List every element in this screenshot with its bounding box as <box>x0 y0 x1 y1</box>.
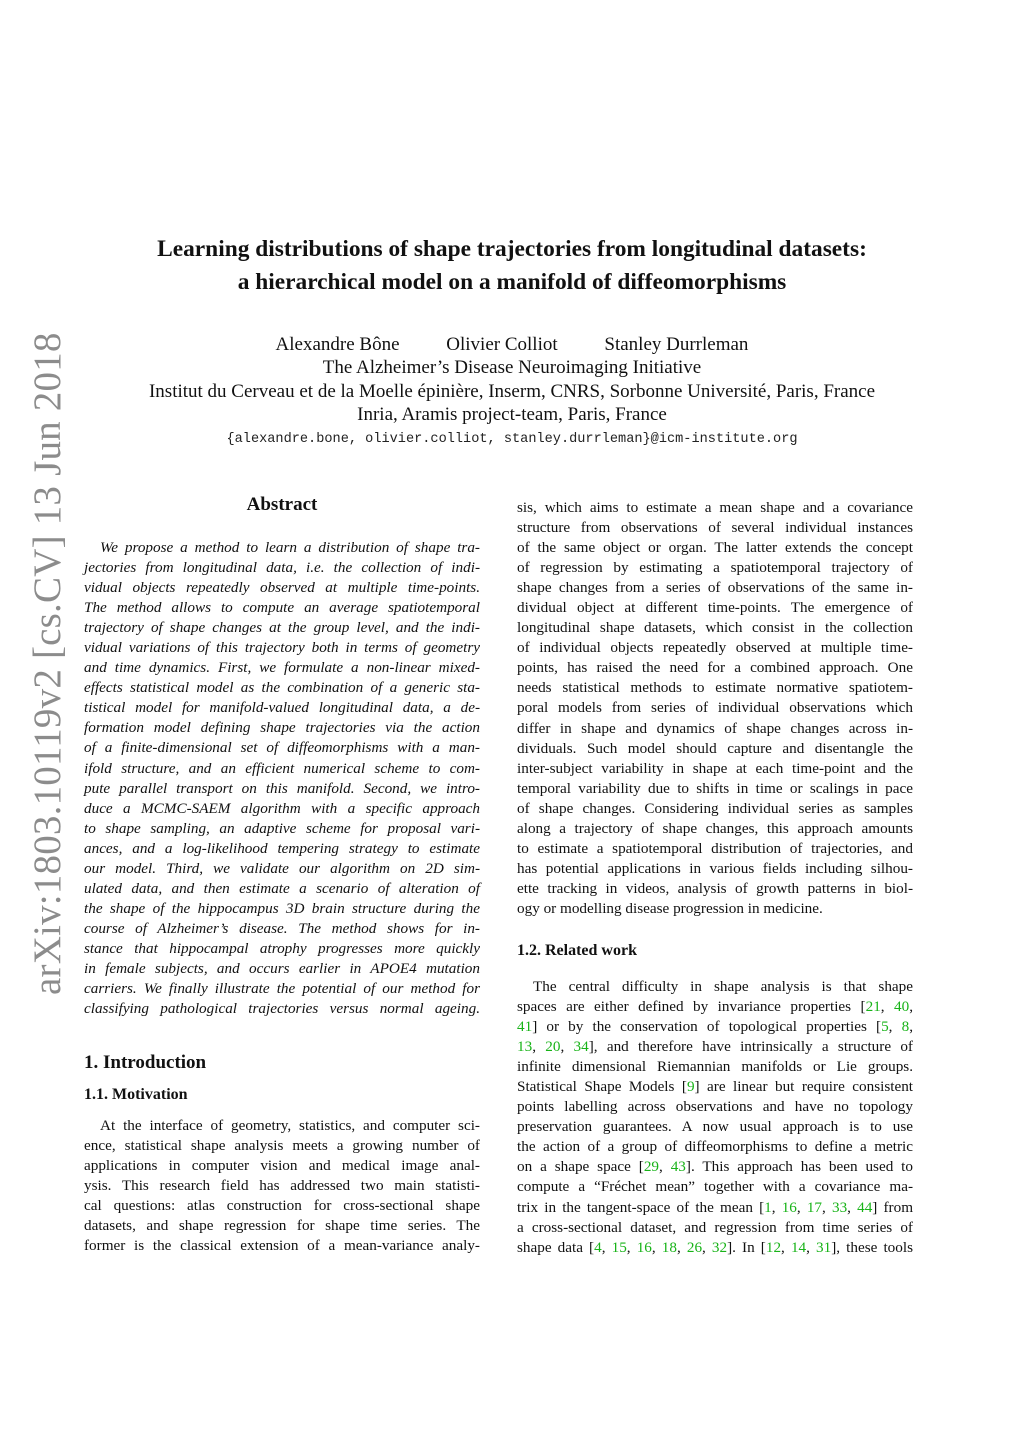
citation-link[interactable]: 32 <box>711 1238 728 1256</box>
citation-link[interactable]: 33 <box>831 1198 848 1216</box>
text-line: poral models from series of individual observations which <box>517 699 913 717</box>
text-line: a cross-sectional dataset, and regression from time series of <box>517 1218 913 1236</box>
text-line: formation model defining shape trajectories via the action <box>84 719 480 737</box>
text-line: We propose a method to learn a distribution of shape tra- <box>100 539 480 556</box>
subsection-heading-motivation: 1.1. Motivation <box>84 1086 188 1103</box>
text-line: 41] or by the conservation of topological properties [5, 8, <box>517 1018 913 1036</box>
text-line: ence, statistical shape analysis meets a growing number of <box>84 1137 480 1155</box>
text-line: to estimate a spatiotemporal distribution of trajectories, and <box>517 839 913 857</box>
text-line: course of Alzheimer’s disease. The method shows for in- <box>84 919 480 937</box>
text-line: ysis. This research field has addressed two main statisti- <box>84 1177 480 1195</box>
title-line: Learning distributions of shape trajectories from longitudinal datasets: <box>157 236 867 262</box>
text-line: our model. Third, we validate our algorithm on 2D sim- <box>84 859 480 877</box>
text-line: At the interface of geometry, statistics, and computer sci- <box>100 1117 480 1134</box>
citation-link[interactable]: 44 <box>857 1198 873 1216</box>
text-line: differ in shape and dynamics of shape changes across in- <box>517 719 913 737</box>
text-line: effects statistical model as the combination of a generic sta- <box>84 679 480 697</box>
paper-title <box>80 233 944 299</box>
citation-link[interactable]: 34 <box>573 1038 589 1056</box>
text-line: has potential applications in various fields including silhou- <box>517 859 913 877</box>
text-line: points labelling across observations and have no topology <box>517 1098 913 1116</box>
citation-link[interactable]: 18 <box>661 1238 677 1256</box>
text-line: The central difficulty in shape analysis is that shape <box>533 978 913 995</box>
author-list <box>80 333 944 357</box>
text-line: ette tracking in videos, analysis of growth patterns in biol- <box>517 879 913 897</box>
citation-link[interactable]: 9 <box>686 1078 695 1096</box>
text-line: former is the classical extension of a mean-variance analy- <box>84 1237 480 1255</box>
affiliation: The Alzheimer’s Disease Neuroimaging Initiative <box>322 357 702 378</box>
text-line: ogy or modelling disease progression in medicine. <box>517 899 823 917</box>
citation-link[interactable]: 8 <box>901 1018 910 1036</box>
text-line: stance that hippocampal atrophy progresses more quickly <box>84 939 480 957</box>
affiliation: Inria, Aramis project-team, Paris, France <box>357 404 667 425</box>
citation-link[interactable]: 40 <box>894 998 910 1016</box>
text-line: points, has raised the need for a combined approach. One <box>517 659 913 677</box>
introduction-paragraph <box>84 1116 480 1256</box>
text-line: shape changes from a series of observations of the same in- <box>517 579 913 597</box>
related-work-paragraph <box>517 977 913 1258</box>
text-line: in female subjects, and occurs earlier in APOE4 mutation <box>84 959 480 977</box>
text-line: to shape sampling, an adaptive scheme for proposal vari- <box>84 819 480 837</box>
text-line: of shape changes. Considering individual series as samples <box>517 799 913 817</box>
text-line: of regression by estimating a spatiotemporal trajectory of <box>517 559 913 577</box>
text-line: carriers. We finally illustrate the potential of our method for <box>84 980 480 998</box>
citation-link[interactable]: 12 <box>765 1238 782 1256</box>
text-line: infinite dimensional Riemannian manifolds or Lie groups. <box>517 1058 913 1076</box>
text-line: compute a “Fréchet mean” together with a covariance ma- <box>517 1178 913 1196</box>
text-line: cal questions: atlas construction for cross-sectional shape <box>84 1197 480 1215</box>
text-line: the shape of the hippocampus 3D brain structure during the <box>84 899 480 917</box>
citation-link[interactable]: 43 <box>670 1158 686 1176</box>
text-line: ulated data, and then estimate a scenario of alteration of <box>84 879 480 897</box>
text-line: datasets, and shape regression for shape time series. The <box>84 1217 480 1235</box>
text-line: ifold structure, and an efficient numerical scheme to com- <box>84 759 480 777</box>
text-line: inter-subject variability in shape at each time-point and the <box>517 759 913 777</box>
arxiv-identifier: arXiv:1803.10119v2 [cs.CV] 13 Jun 2018 <box>26 332 69 995</box>
text-line: pute parallel transport on this manifold. Second, we intro- <box>84 779 480 797</box>
citation-link[interactable]: 4 <box>594 1238 602 1256</box>
text-line: jectories from longitudinal data, i.e. the collection of indi- <box>84 559 480 577</box>
text-line: of a finite-dimensional set of diffeomorphisms with a man- <box>84 739 480 757</box>
text-line: classifying pathological trajectories versus normal ageing. <box>84 1000 480 1018</box>
text-line: applications in computer vision and medical image anal- <box>84 1157 480 1175</box>
text-line: shape data [4, 15, 16, 18, 26, 32]. In [12, 14, 31], these tools <box>517 1238 913 1256</box>
text-line: of individual objects repeatedly observed at multiple time- <box>517 639 913 657</box>
citation-link[interactable]: 16 <box>636 1238 652 1256</box>
text-line: needs statistical methods to estimate normative spatiotem- <box>517 679 913 697</box>
text-line: trix in the tangent-space of the mean [1, 16, 17, 33, 44] from <box>517 1198 914 1216</box>
text-line: dividuals. Such model should capture and disentangle the <box>517 739 913 757</box>
citation-link[interactable]: 13 <box>517 1038 533 1056</box>
title-line: a hierarchical model on a manifold of diffeomorphisms <box>237 269 787 295</box>
text-line: along a trajectory of shape changes, this approach amounts <box>517 819 913 837</box>
author-name: Olivier Colliot <box>446 334 558 355</box>
text-line: vidual objects repeatedly observed at multiple time-points. <box>84 579 480 597</box>
text-line: Statistical Shape Models [9] are linear but require consistent <box>517 1078 914 1096</box>
text-line: the action of a group of diffeomorphisms to define a metric <box>517 1138 913 1156</box>
citation-link[interactable]: 31 <box>816 1238 832 1256</box>
text-line: dividual object at different time-points. The emergence of <box>517 599 913 617</box>
text-line: The method allows to compute an average spatiotemporal <box>84 599 480 617</box>
text-line: temporal variability due to shifts in time or scalings in pace <box>517 779 913 797</box>
abstract-heading: Abstract <box>246 494 318 515</box>
citation-link[interactable]: 17 <box>806 1198 823 1216</box>
citation-link[interactable]: 16 <box>781 1198 797 1216</box>
citation-link[interactable]: 41 <box>517 1018 533 1036</box>
citation-link[interactable]: 26 <box>686 1238 703 1256</box>
author-emails: {alexandre.bone, olivier.colliot, stanley.durrleman}@icm-institute.org <box>226 432 798 447</box>
citation-link[interactable]: 5 <box>881 1018 889 1036</box>
text-line: longitudinal shape datasets, which consist in the collection <box>517 619 913 637</box>
affiliation: Institut du Cerveau et de la Moelle épinière, Inserm, CNRS, Sorbonne Université, Paris, France <box>148 381 876 402</box>
citation-link[interactable]: 29 <box>643 1158 660 1176</box>
subsection-heading-related-work: 1.2. Related work <box>517 942 637 959</box>
citation-link[interactable]: 14 <box>790 1238 807 1256</box>
text-line: tistical model for manifold-valued longitudinal data, a de- <box>84 699 480 717</box>
abstract-body <box>84 538 480 1019</box>
citation-link[interactable]: 20 <box>545 1038 561 1056</box>
text-line: spaces are either defined by invariance properties [21, 40, <box>517 998 914 1016</box>
text-line: 13, 20, 34], and therefore have intrinsically a structure of <box>517 1038 913 1056</box>
author-name: Stanley Durrleman <box>604 334 749 355</box>
citation-link[interactable]: 15 <box>611 1238 627 1256</box>
text-line: ances, and a log-likelihood tempering strategy to estimate <box>84 839 480 857</box>
text-line: of the same object or organ. The latter extends the concept <box>517 539 913 557</box>
text-line: duce a MCMC-SAEM algorithm with a specific approach <box>84 799 480 817</box>
author-name: Alexandre Bône <box>275 334 400 355</box>
text-line: on a shape space [29, 43]. This approach has been used to <box>517 1158 913 1176</box>
citation-link[interactable]: 21 <box>865 998 881 1016</box>
text-line: structure from observations of several individual instances <box>517 519 913 537</box>
section-heading-introduction: 1. Introduction <box>84 1052 207 1073</box>
motivation-paragraph-continued <box>517 498 913 919</box>
citation-link[interactable]: 1 <box>764 1198 772 1216</box>
text-line: preservation guarantees. A now usual approach is to use <box>517 1118 913 1136</box>
text-line: vidual variations of this trajectory both in terms of geometry <box>84 639 480 657</box>
text-line: and time dynamics. First, we formulate a non-linear mixed- <box>84 659 480 677</box>
text-line: sis, which aims to estimate a mean shape and a covariance <box>517 499 913 516</box>
text-line: trajectory of shape changes at the group level, and the indi- <box>84 619 480 637</box>
